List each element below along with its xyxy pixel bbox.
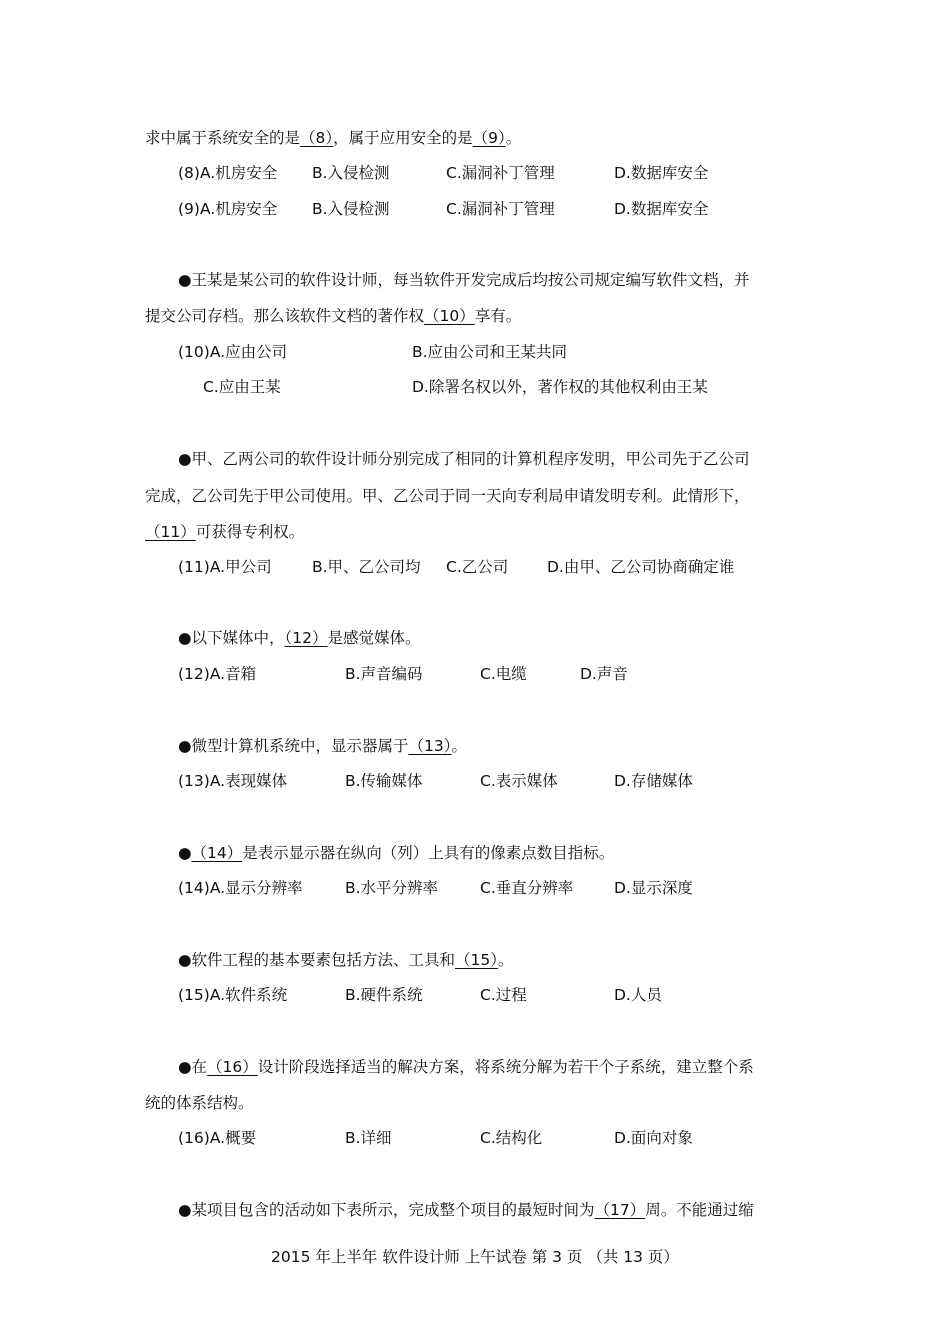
intro-text: 。 [505,129,522,147]
option-8c: C.漏洞补丁管理 [446,164,555,182]
option-16a: (16)A.概要 [178,1129,257,1147]
option-15a: (15)A.软件系统 [178,986,288,1004]
blank-13: （13） [408,737,452,755]
option-9a: (9)A.机房安全 [178,200,278,218]
question-14 [178,843,614,863]
blank-12: （12） [284,629,328,647]
question-text: 可获得专利权。 [195,523,305,541]
option-10d: D.除署名权以外，著作权的其他权利由王某 [412,378,708,396]
option-9b: B.入侵检测 [312,200,390,218]
option-12c: C.电缆 [480,665,527,683]
option-14c: C.垂直分辨率 [480,879,574,897]
option-10b: B.应由公司和王某共同 [412,343,568,361]
question-text: 享有。 [474,307,522,325]
question-text: ●在 [178,1058,208,1076]
blank-11: （11） [145,523,196,541]
question-text: ●软件工程的基本要素包括方法、工具和 [178,951,456,969]
option-11a: (11)A.甲公司 [178,558,272,576]
option-16b: B.详细 [345,1129,392,1147]
option-8a: (8)A.机房安全 [178,164,278,182]
option-9c: C.漏洞补丁管理 [446,200,555,218]
option-16d: D.面向对象 [614,1129,693,1147]
option-15c: C.过程 [480,986,527,1004]
intro-text: 求中属于系统安全的是 [145,129,301,147]
question-10-line2 [145,306,521,326]
option-8b: B.入侵检测 [312,164,390,182]
question-text: ●某项目包含的活动如下表所示，完成整个项目的最短时间为 [178,1201,595,1219]
option-11c: C.乙公司 [446,558,509,576]
question-11-line2: 完成，乙公司先于甲公司使用。甲、乙公司于同一天向专利局申请发明专利。此情形下， [145,487,750,505]
question-16-line2: 统的体系结构。 [145,1094,254,1112]
option-9d: D.数据库安全 [614,200,709,218]
question-15 [178,950,514,970]
blank-8: （8） [300,129,334,147]
option-10c: C.应由王某 [203,378,281,396]
question-text: 是感觉媒体。 [327,629,421,647]
option-12a: (12)A.音箱 [178,665,257,683]
intro-text: ，属于应用安全的是 [333,129,473,147]
blank-17: （17） [594,1201,646,1219]
option-11b: B.甲、乙公司均 [312,558,421,576]
blank-9: （9） [472,129,506,147]
question-text: 提交公司存档。那么该软件文档的著作权 [145,307,425,325]
option-15d: D.人员 [614,986,662,1004]
option-12d: D.声音 [580,665,628,683]
option-13c: C.表示媒体 [480,772,558,790]
question-12 [178,628,421,648]
blank-15: （15） [455,951,499,969]
question-text: 周。不能通过缩 [645,1201,754,1219]
option-16c: C.结构化 [480,1129,543,1147]
question-text: 是表示显示器在纵向（列）上具有的像素点数目指标。 [242,844,615,862]
option-14d: D.显示深度 [614,879,693,897]
blank-16: （16） [207,1058,258,1076]
option-11d: D.由甲、乙公司协商确定谁 [547,558,735,576]
option-14b: B.水平分辨率 [345,879,439,897]
blank-14: （14） [191,844,243,862]
question-text: 设计阶段选择适当的解决方案，将系统分解为若干个子系统，建立整个系 [257,1058,754,1076]
question-text: 。 [451,737,468,755]
question-17 [178,1200,754,1220]
question-text: 。 [498,951,514,969]
page-footer: 2015 年上半年 软件设计师 上午试卷 第 3 页 （共 13 页） [271,1248,679,1266]
option-8d: D.数据库安全 [614,164,709,182]
option-10a: (10)A.应由公司 [178,343,288,361]
option-12b: B.声音编码 [345,665,423,683]
question-16-line1 [178,1057,754,1077]
question-10-line1: ●王某是某公司的软件设计师，每当软件开发完成后均按公司规定编写软件文档，并 [178,271,750,289]
option-13d: D.存储媒体 [614,772,693,790]
question-11-line3 [145,522,304,542]
question-text: ●微型计算机系统中，显示器属于 [178,737,409,755]
question-text: ●以下媒体中， [178,629,285,647]
blank-10: （10） [424,307,475,325]
question-13 [178,736,467,756]
option-13a: (13)A.表现媒体 [178,772,288,790]
option-15b: B.硬件系统 [345,986,423,1004]
question-text: ● [178,844,192,862]
question-11-line1: ●甲、乙两公司的软件设计师分别完成了相同的计算机程序发明，甲公司先于乙公司 [178,450,750,468]
intro-line [145,128,521,148]
option-13b: B.传输媒体 [345,772,423,790]
option-14a: (14)A.显示分辨率 [178,879,303,897]
